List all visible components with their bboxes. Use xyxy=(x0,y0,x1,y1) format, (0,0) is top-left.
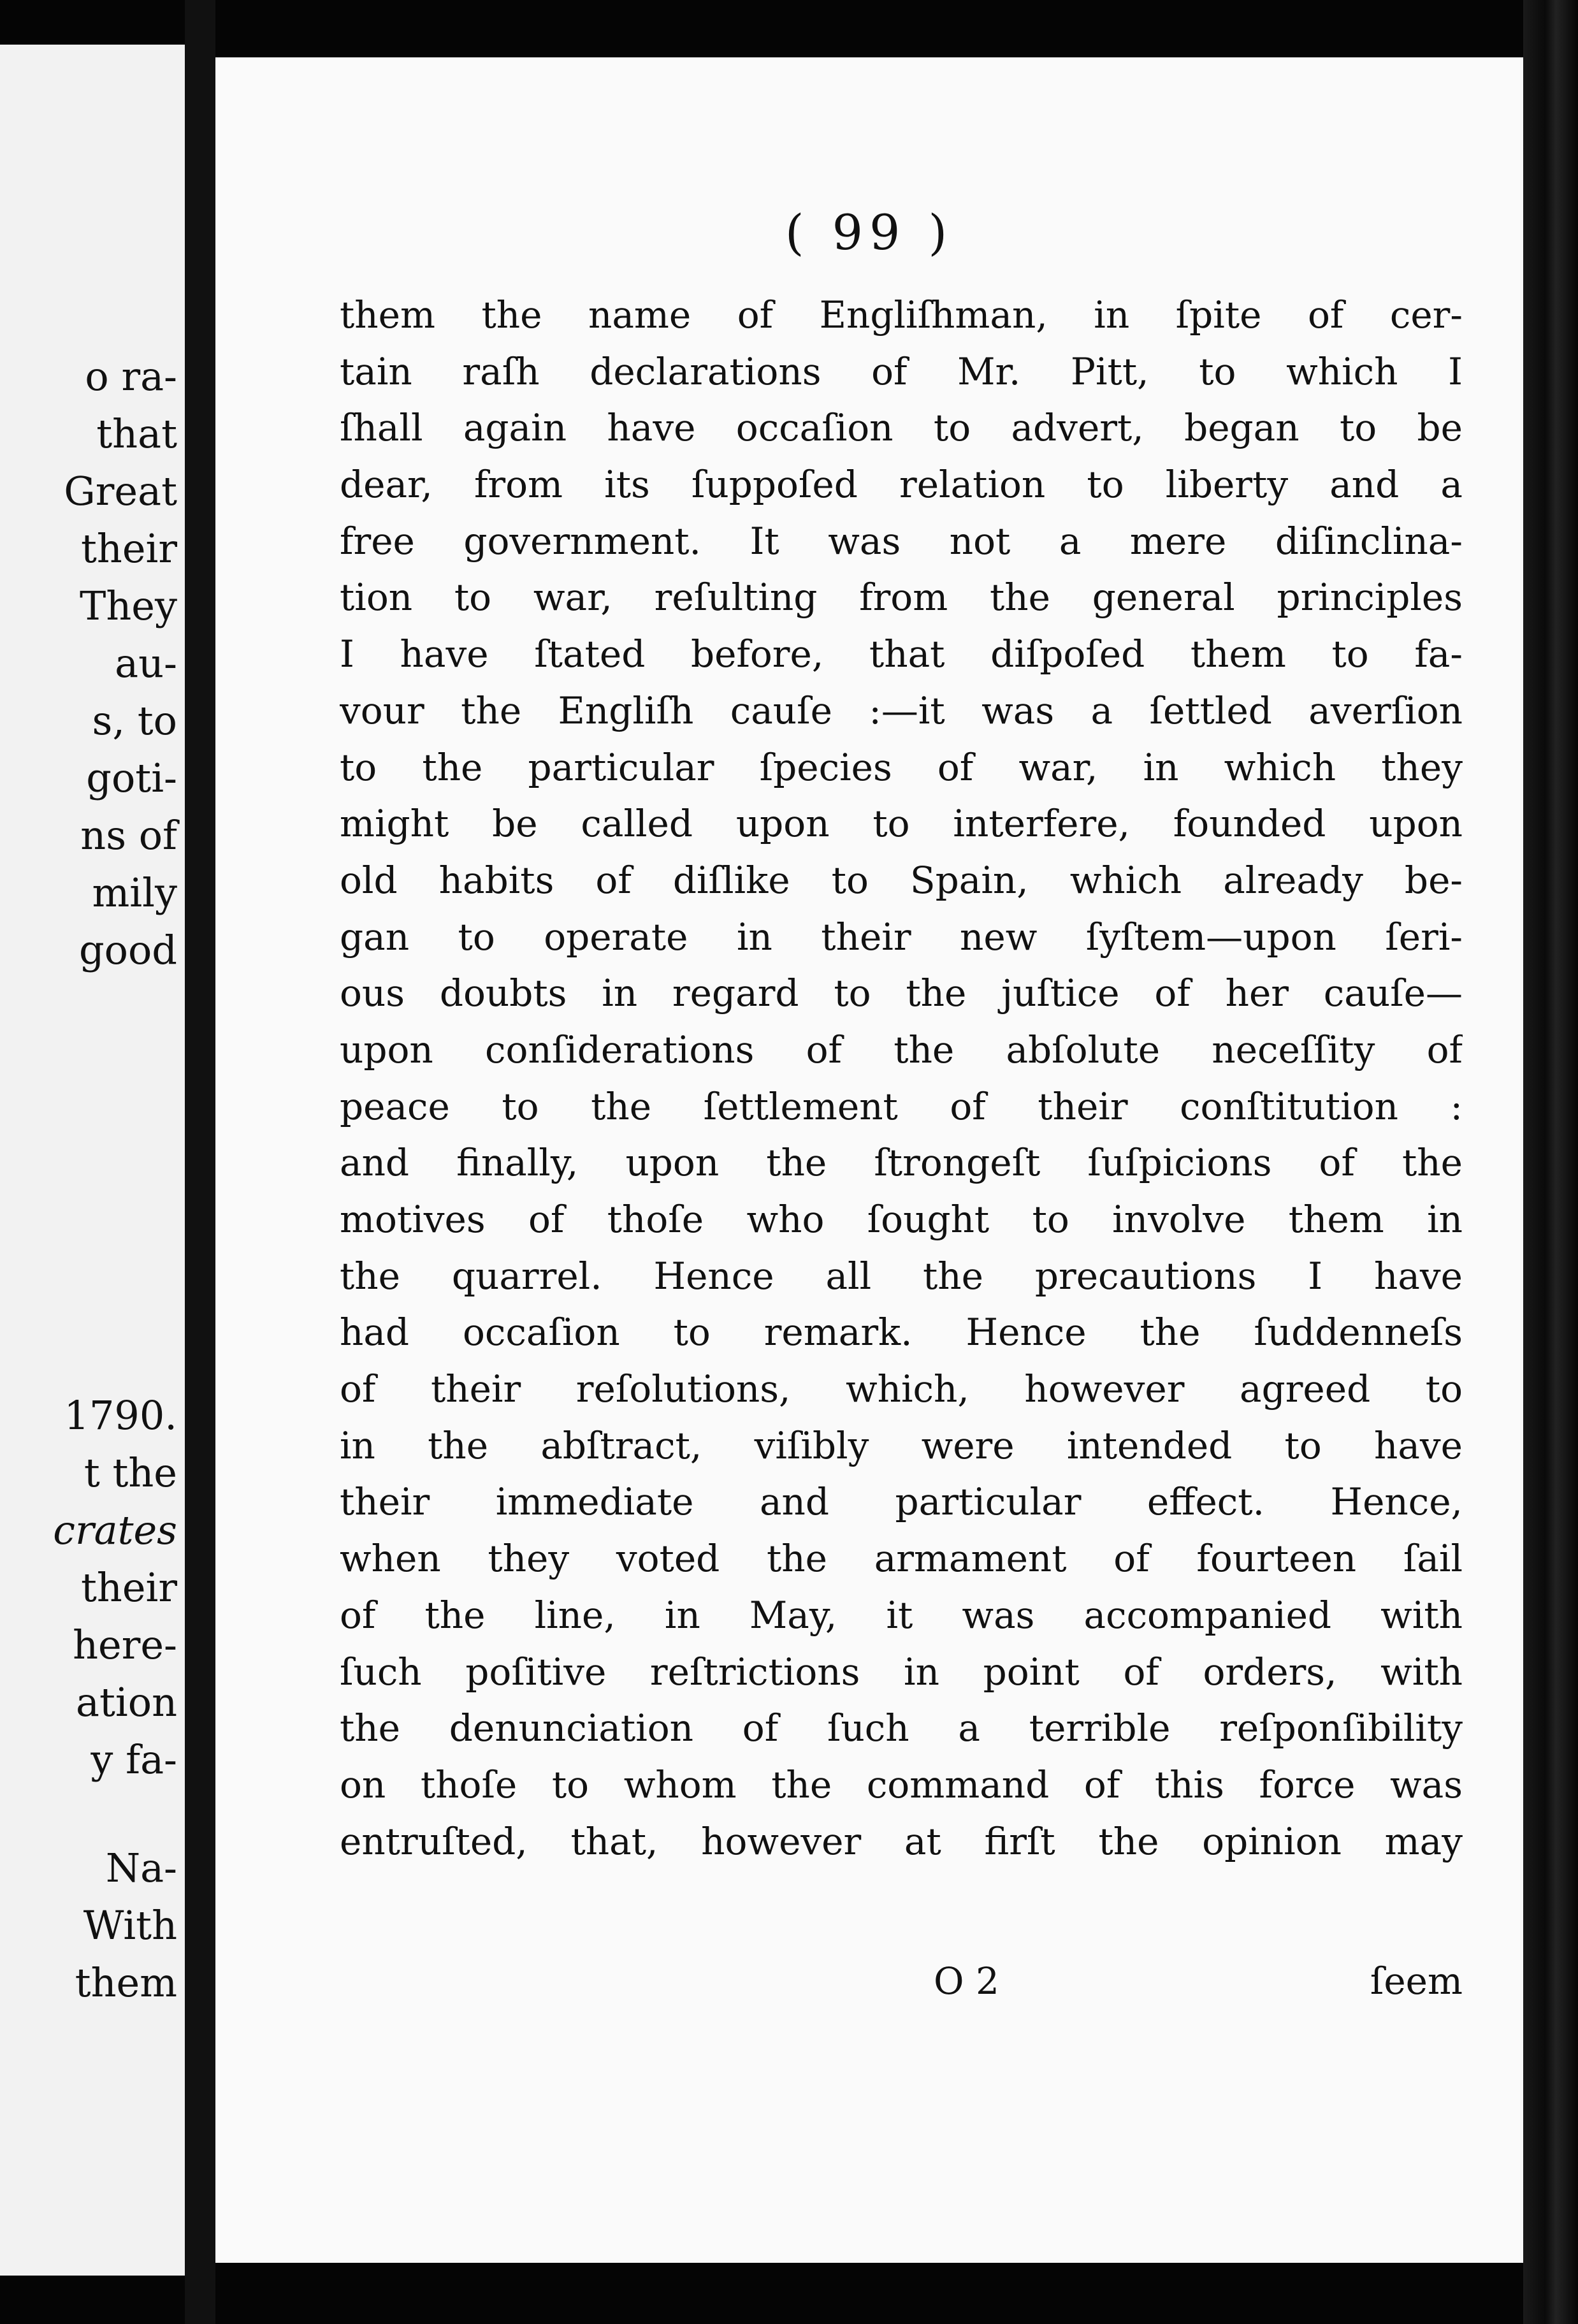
body-text xyxy=(340,287,1463,1870)
text-line: them the name of Engliſhman, in ſpite of cer- xyxy=(340,293,1463,337)
main-page xyxy=(215,57,1523,2263)
text-line: when they voted the armament of fourteen ſail xyxy=(340,1537,1463,1581)
text-line: peace to the ſettlement of their conſtitution : xyxy=(340,1084,1463,1128)
text-line: old habits of diſlike to Spain, which already be- xyxy=(340,858,1463,902)
text-line: tain raſh declarations of Mr. Pitt, to which I xyxy=(340,349,1463,393)
left-page-fragment: Great xyxy=(64,468,177,514)
text-line: of the line, in May, it was accompanied with xyxy=(340,1593,1463,1637)
book-gutter xyxy=(185,0,215,2324)
left-facing-page xyxy=(0,45,185,2276)
left-page-fragment: that xyxy=(96,410,177,457)
text-line: dear, from its ſuppoſed relation to liberty and a xyxy=(340,463,1463,507)
page-footer xyxy=(340,1959,1463,2017)
text-line: the denunciation of ſuch a terrible reſponſibility xyxy=(340,1706,1463,1750)
left-page-fragment: t the xyxy=(83,1449,177,1496)
left-page-fragment: goti- xyxy=(86,755,177,801)
text-line: the quarrel. Hence all the precautions I have xyxy=(340,1254,1463,1298)
text-line: upon conſiderations of the abſolute neceſſity of xyxy=(340,1028,1463,1071)
left-page-fragment: their xyxy=(80,525,177,572)
text-line: of their reſolutions, which, however agreed to xyxy=(340,1367,1463,1411)
text-line: I have ſtated before, that diſpoſed them to fa- xyxy=(340,632,1463,676)
text-line: tion to war, reſulting from the general principles xyxy=(340,576,1463,620)
page-number: ( 99 ) xyxy=(785,204,954,261)
signature-mark: O 2 xyxy=(934,1959,999,2003)
left-page-fragment: s, to xyxy=(92,697,177,744)
text-line: ſhall again have occaſion to advert, began to be xyxy=(340,406,1463,450)
left-page-fragment: here- xyxy=(73,1622,177,1668)
left-page-fragment: y fa- xyxy=(90,1736,177,1783)
left-page-fragment: 1790. xyxy=(64,1392,177,1439)
text-line: entruſted, that, however at firſt the opinion may xyxy=(340,1819,1463,1863)
text-line: on thoſe to whom the command of this force was xyxy=(340,1762,1463,1806)
text-line: to the particular ſpecies of war, in which they xyxy=(340,745,1463,789)
text-line: motives of thoſe who ſought to involve them in xyxy=(340,1198,1463,1241)
text-line: had occaſion to remark. Hence the ſuddenneſs xyxy=(340,1311,1463,1354)
left-page-fragment: Na- xyxy=(105,1845,177,1891)
text-line: their immediate and particular effect. Hence, xyxy=(340,1480,1463,1524)
text-line: might be called upon to interfere, founded upon xyxy=(340,802,1463,846)
left-page-fragment: With xyxy=(83,1902,177,1949)
left-page-fragment: au- xyxy=(115,640,177,686)
left-page-fragment: They xyxy=(79,583,177,629)
text-line: gan to operate in their new ſyſtem—upon ſeri- xyxy=(340,915,1463,959)
text-line: and finally, upon the ſtrongeſt ſuſpicions of the xyxy=(340,1141,1463,1185)
catchword: ſeem xyxy=(1370,1959,1463,2003)
left-page-fragment: ation xyxy=(76,1679,177,1725)
left-page-fragment: mily xyxy=(92,869,177,916)
text-line: ſuch poſitive reſtrictions in point of orders, with xyxy=(340,1650,1463,1694)
left-page-fragment: them xyxy=(75,1959,177,2006)
text-line: free government. It was not a mere diſinclina- xyxy=(340,519,1463,563)
left-page-fragment: their xyxy=(80,1564,177,1611)
text-line: ous doubts in regard to the juſtice of her cauſe— xyxy=(340,971,1463,1015)
left-page-fragment: good xyxy=(78,927,177,973)
page-edge xyxy=(1523,0,1578,2324)
left-page-fragment: o ra- xyxy=(85,353,177,400)
left-page-fragment: ns of xyxy=(80,812,177,859)
left-page-fragment: crates xyxy=(53,1507,177,1553)
text-line: in the abſtract, viſibly were intended to have xyxy=(340,1423,1463,1467)
text-line: vour the Engliſh cauſe :—it was a ſettled averſion xyxy=(340,688,1463,732)
